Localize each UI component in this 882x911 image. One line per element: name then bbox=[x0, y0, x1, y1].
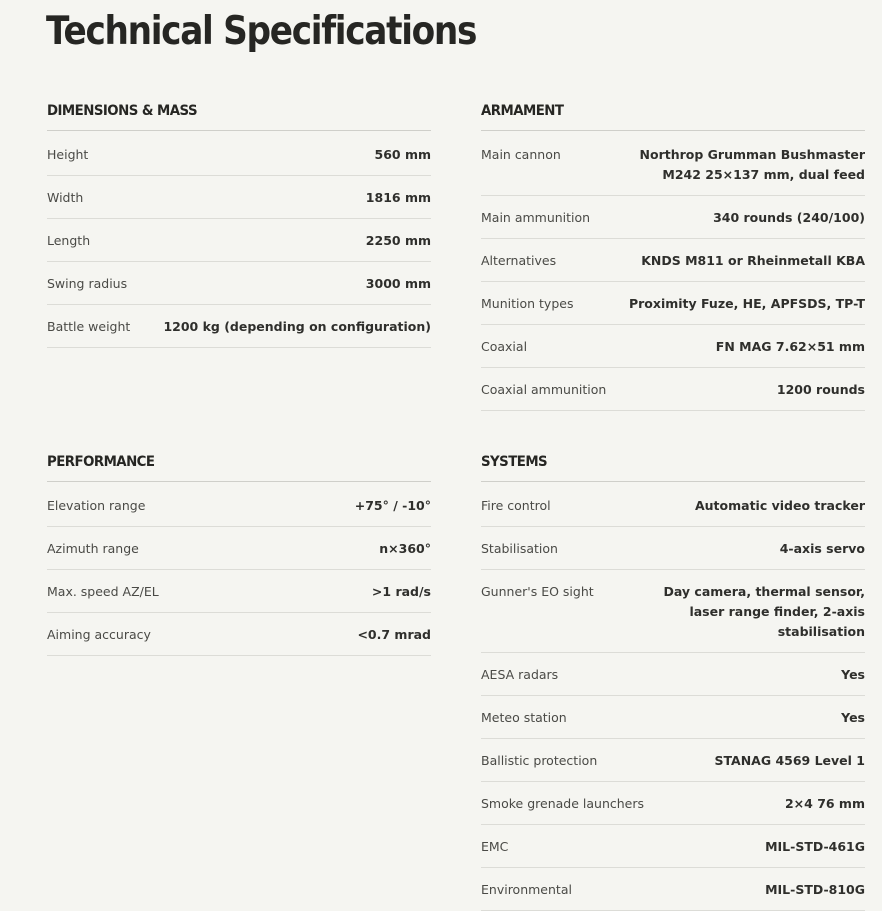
spec-value: 1816 mm bbox=[365, 190, 431, 205]
armament-list bbox=[481, 131, 865, 411]
spec-row-meteo-station bbox=[481, 696, 865, 739]
spec-label: Max. speed AZ/EL bbox=[47, 584, 159, 599]
systems-section bbox=[481, 451, 865, 911]
spec-value: FN MAG 7.62×51 mm bbox=[715, 339, 865, 354]
spec-row-max-speed bbox=[47, 570, 431, 613]
spec-row-coaxial-ammunition bbox=[481, 368, 865, 411]
spec-row-length bbox=[47, 219, 431, 262]
spec-label: Coaxial ammunition bbox=[481, 382, 607, 397]
spec-value: 1200 kg (depending on configuration) bbox=[163, 319, 431, 334]
spec-row-elevation-range bbox=[47, 495, 431, 527]
section-heading-armament bbox=[481, 100, 865, 131]
spec-label: Aiming accuracy bbox=[47, 627, 151, 642]
spec-value: Northrop Grumman Bushmaster M242 25×137 mm, dual feed bbox=[639, 147, 865, 182]
section-heading-dimensions-text: DIMENSIONS & MASS bbox=[47, 103, 198, 119]
spec-value: 3000 mm bbox=[365, 276, 431, 291]
spec-row-main-cannon bbox=[481, 144, 865, 196]
spec-label: Environmental bbox=[481, 882, 572, 897]
spec-value: 2×4 76 mm bbox=[784, 796, 865, 811]
spec-row-coaxial bbox=[481, 325, 865, 368]
spec-value: 340 rounds (240/100) bbox=[713, 210, 865, 225]
spec-label: Stabilisation bbox=[481, 541, 558, 556]
spec-row-height bbox=[47, 144, 431, 176]
spec-row-width bbox=[47, 176, 431, 219]
spec-value: 560 mm bbox=[374, 147, 431, 162]
spec-label: Munition types bbox=[481, 296, 574, 311]
spec-row-alternatives bbox=[481, 239, 865, 282]
spec-label: Battle weight bbox=[47, 319, 131, 334]
systems-list bbox=[481, 482, 865, 911]
spec-row-azimuth-range bbox=[47, 527, 431, 570]
spec-value: 2250 mm bbox=[365, 233, 431, 248]
spec-label: Alternatives bbox=[481, 253, 557, 268]
spec-label: Length bbox=[47, 233, 91, 248]
spec-label: Main cannon bbox=[481, 147, 561, 162]
spec-value: 4-axis servo bbox=[779, 541, 865, 556]
spec-label: Smoke grenade launchers bbox=[481, 796, 645, 811]
spec-label: Gunner's EO sight bbox=[481, 584, 594, 599]
spec-label: Meteo station bbox=[481, 710, 567, 725]
spec-label: Width bbox=[47, 190, 84, 205]
section-heading-systems bbox=[481, 451, 865, 482]
spec-label: AESA radars bbox=[481, 667, 559, 682]
spec-value: Day camera, thermal sensor, laser range finder, 2-axis stabilisation bbox=[663, 584, 865, 639]
spec-row-main-ammunition bbox=[481, 196, 865, 239]
spec-row-ballistic-protection bbox=[481, 739, 865, 782]
spec-value: Yes bbox=[841, 667, 865, 682]
spec-value: Automatic video tracker bbox=[694, 498, 865, 513]
spec-row-gunners-eo-sight bbox=[481, 570, 865, 653]
spec-row-environmental bbox=[481, 868, 865, 911]
spec-row-smoke-grenade-launchers bbox=[481, 782, 865, 825]
spec-value: Yes bbox=[841, 710, 865, 725]
spec-value: MIL-STD-810G bbox=[765, 882, 865, 897]
spec-value: >1 rad/s bbox=[371, 584, 431, 599]
spec-label: Ballistic protection bbox=[481, 753, 598, 768]
performance-section bbox=[47, 451, 431, 656]
armament-section bbox=[481, 100, 865, 411]
spec-label: Coaxial bbox=[481, 339, 528, 354]
dimensions-list bbox=[47, 131, 431, 348]
spec-label: Swing radius bbox=[47, 276, 128, 291]
spec-value: KNDS M811 or Rheinmetall KBA bbox=[641, 253, 865, 268]
spec-label: Elevation range bbox=[47, 498, 146, 513]
spec-row-emc bbox=[481, 825, 865, 868]
performance-list bbox=[47, 482, 431, 656]
section-heading-dimensions bbox=[47, 100, 431, 131]
spec-label: Height bbox=[47, 147, 89, 162]
spec-value: +75° / -10° bbox=[354, 498, 431, 513]
section-heading-systems-text: SYSTEMS bbox=[481, 454, 548, 470]
spec-label: Azimuth range bbox=[47, 541, 139, 556]
spec-row-munition-types bbox=[481, 282, 865, 325]
spec-value: STANAG 4569 Level 1 bbox=[714, 753, 865, 768]
spec-label: Main ammunition bbox=[481, 210, 591, 225]
dimensions-section bbox=[47, 100, 431, 348]
spec-row-battle-weight bbox=[47, 305, 431, 348]
section-heading-performance-text: PERFORMANCE bbox=[47, 454, 155, 470]
spec-value: 1200 rounds bbox=[776, 382, 865, 397]
spec-row-aiming-accuracy bbox=[47, 613, 431, 656]
section-heading-performance bbox=[47, 451, 431, 482]
spec-value: Proximity Fuze, HE, APFSDS, TP-T bbox=[628, 296, 865, 311]
page-title: Technical Specifications bbox=[46, 9, 477, 54]
spec-value: <0.7 mrad bbox=[357, 627, 431, 642]
spec-value: MIL-STD-461G bbox=[765, 839, 865, 854]
section-heading-armament-text: ARMAMENT bbox=[481, 103, 564, 119]
spec-row-swing-radius bbox=[47, 262, 431, 305]
spec-row-aesa-radars bbox=[481, 653, 865, 696]
spec-row-stabilisation bbox=[481, 527, 865, 570]
spec-label: Fire control bbox=[481, 498, 551, 513]
spec-value: n×360° bbox=[379, 541, 431, 556]
spec-row-fire-control bbox=[481, 495, 865, 527]
spec-label: EMC bbox=[481, 839, 509, 854]
